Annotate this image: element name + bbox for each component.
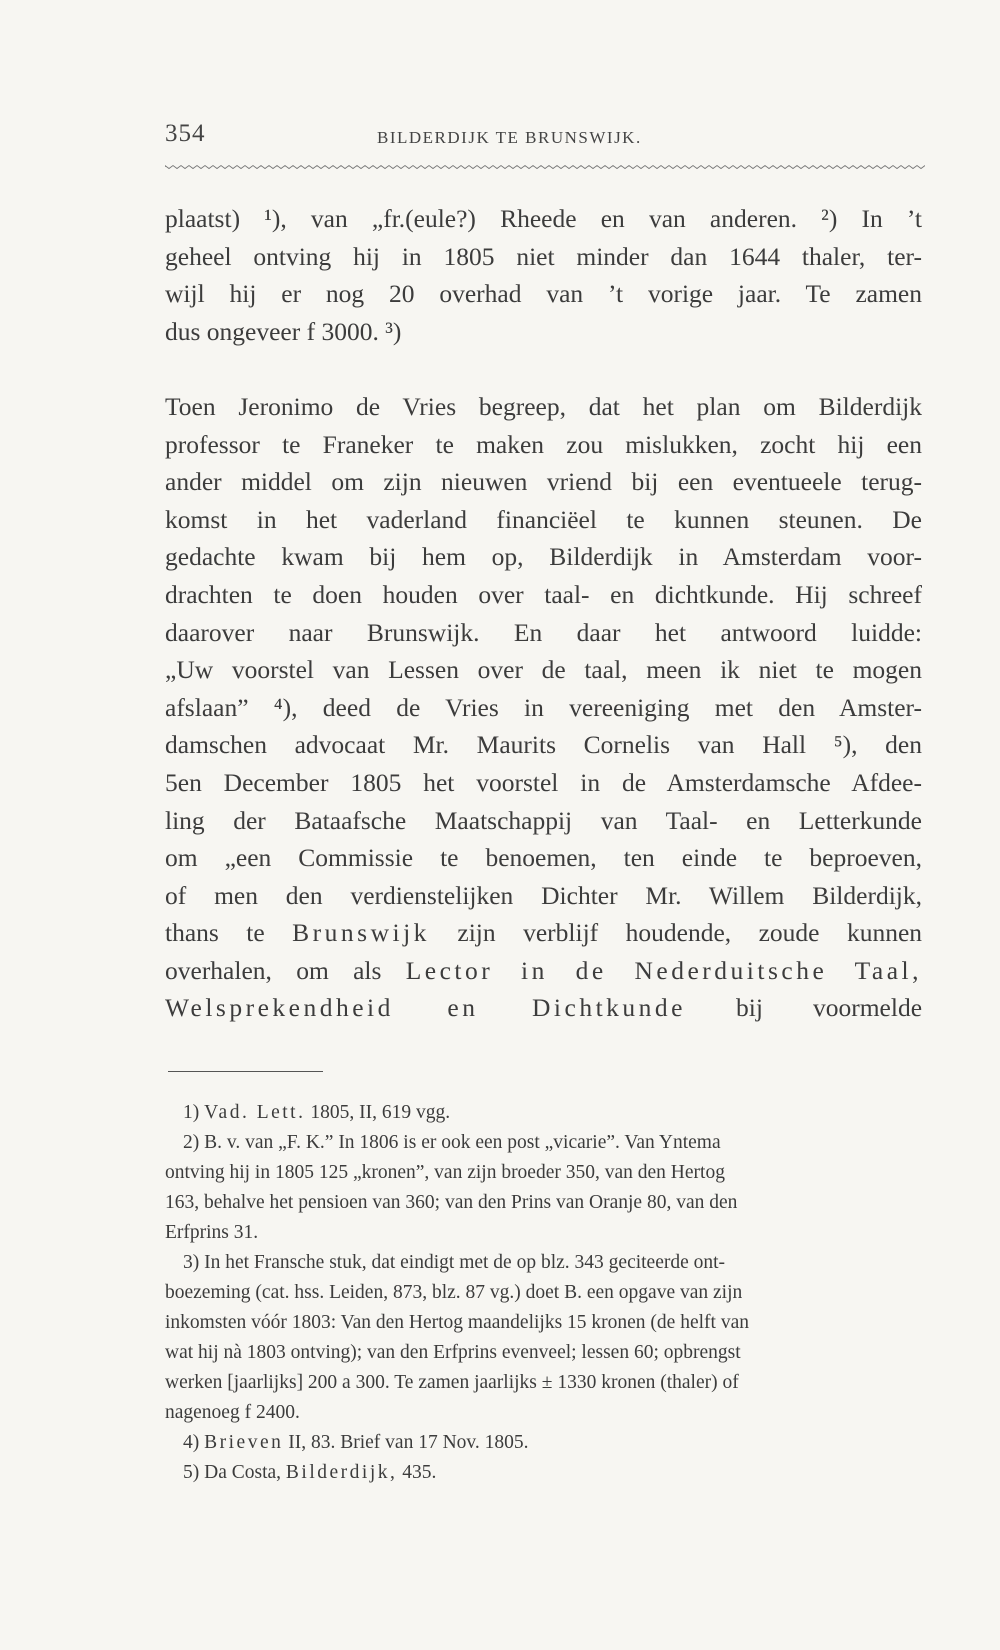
text-run: bij voormelde [736,993,923,1023]
text-run: 1805, II, 619 vgg. [310,1102,451,1123]
text-line [165,914,922,952]
text-run: overhalen, om als [165,955,382,985]
text-line: of men den verdienstelijken Dichter Mr. Willem Bilderdijk, [165,880,922,910]
spaced-text: Bilderdijk, [285,1462,398,1483]
text-line: daarover naar Brunswijk. En daar het antwoord luidde: [165,617,922,647]
text-line: afslaan” ⁴), deed de Vries in vereeniging met den Amster- [165,692,922,722]
page-number: 354 [165,120,206,147]
footnote-5 [165,1458,922,1488]
spaced-text: Lector in de Nederduitsche Taal, [405,955,923,985]
footnote-3-line: boezeming (cat. hss. Leiden, 873, blz. 87 vg.) doet B. een opgave van zijn [165,1282,743,1303]
text-line: geheel ontving hij in 1805 niet minder dan 1644 thaler, ter- [165,241,922,271]
footnote-separator [168,1071,323,1072]
text-line: Toen Jeronimo de Vries begreep, dat het plan om Bilderdijk [165,391,922,421]
footnote-3-line: inkomsten vóór 1803: Van den Hertog maandelijks 15 kronen (de helft van [165,1312,749,1333]
paragraph-1 [165,200,922,350]
text-line: 5en December 1805 het voorstel in de Amsterdamsche Afdee- [165,767,922,797]
footnote-2-line: ontving hij in 1805 125 „kronen”, van zijn broeder 350, van den Hertog [165,1162,725,1183]
text-line: komst in het vaderland financiëel te kunnen steunen. De [165,504,922,534]
footnote-2-line: Erfprins 31. [165,1222,259,1243]
spaced-text: Brieven [204,1432,284,1453]
footnote-3-line: wat hij nà 1803 ontving); van den Erfprins evenveel; lessen 60; opbrengst [165,1342,741,1363]
text-line: wijl hij er nog 20 overhad van ’t vorige jaar. Te zamen [165,279,922,309]
footnote-3-line: werken [jaarlijks] 200 a 300. Te zamen jaarlijks ± 1330 kronen (thaler) of [165,1372,739,1393]
text-line: damschen advocaat Mr. Maurits Cornelis van Hall ⁵), den [165,730,922,760]
footnotes [165,1098,922,1488]
text-line: plaatst) ¹), van „fr.(eule?) Rheede en van anderen. ²) In ’t [165,204,922,233]
text-run: Da Costa, [204,1462,282,1483]
paragraph-gap [165,350,922,388]
spaced-text: Welsprekendheid en Dichtkunde [165,993,686,1023]
footnote-3-line: nagenoeg f 2400. [165,1402,300,1423]
text-line: dus ongeveer f 3000. ³) [165,316,402,346]
footnote-2-line: 163, behalve het pensioen van 360; van den Prins van Oranje 80, van den [165,1192,738,1213]
footnote-1 [165,1098,922,1128]
body-text [165,200,922,1027]
text-line: „Uw voorstel van Lessen over de taal, meen ik niet te mogen [165,655,922,685]
text-line: ander middel om zijn nieuwen vriend bij een eventueele terug- [165,467,922,497]
text-run: thans te [165,918,265,948]
text-line: professor te Franeker te maken zou mislukken, zocht hij een [165,429,922,459]
spaced-text: Vad. Lett. [204,1102,306,1123]
text-line: gedachte kwam bij hem op, Bilderdijk in Amsterdam voor- [165,542,922,572]
header-wavy-rule [165,163,925,171]
footnote-2-line: 2) B. v. van „F. K.” In 1806 is er ook een post „vicarie”. Van Yntema [183,1132,721,1153]
footnote-number: 1) [183,1102,200,1123]
text-line: drachten te doen houden over taal- en dichtkunde. Hij schreef [165,579,922,609]
footnote-number: 5) [183,1462,200,1483]
footnote-3-line: 3) In het Fransche stuk, dat eindigt met de op blz. 343 geciteerde ont- [183,1252,726,1273]
spaced-text: Brunswijk [292,918,430,948]
text-run: zijn verblijf houdende, zoude kunnen [457,918,923,948]
footnote-number: 4) [183,1432,200,1453]
text-run: II, 83. Brief van 17 Nov. 1805. [288,1432,529,1453]
footnote-4 [165,1428,922,1458]
paragraph-2 [165,388,922,1027]
running-title: BILDERDIJK TE BRUNSWIJK. [377,128,642,147]
text-line [165,989,922,1027]
text-run: 435. [402,1462,437,1483]
running-head [165,120,925,160]
text-line [165,952,922,990]
text-line: om „een Commissie te benoemen, ten einde te beproeven, [165,843,922,873]
text-line: ling der Bataafsche Maatschappij van Taal- en Letterkunde [165,805,922,835]
